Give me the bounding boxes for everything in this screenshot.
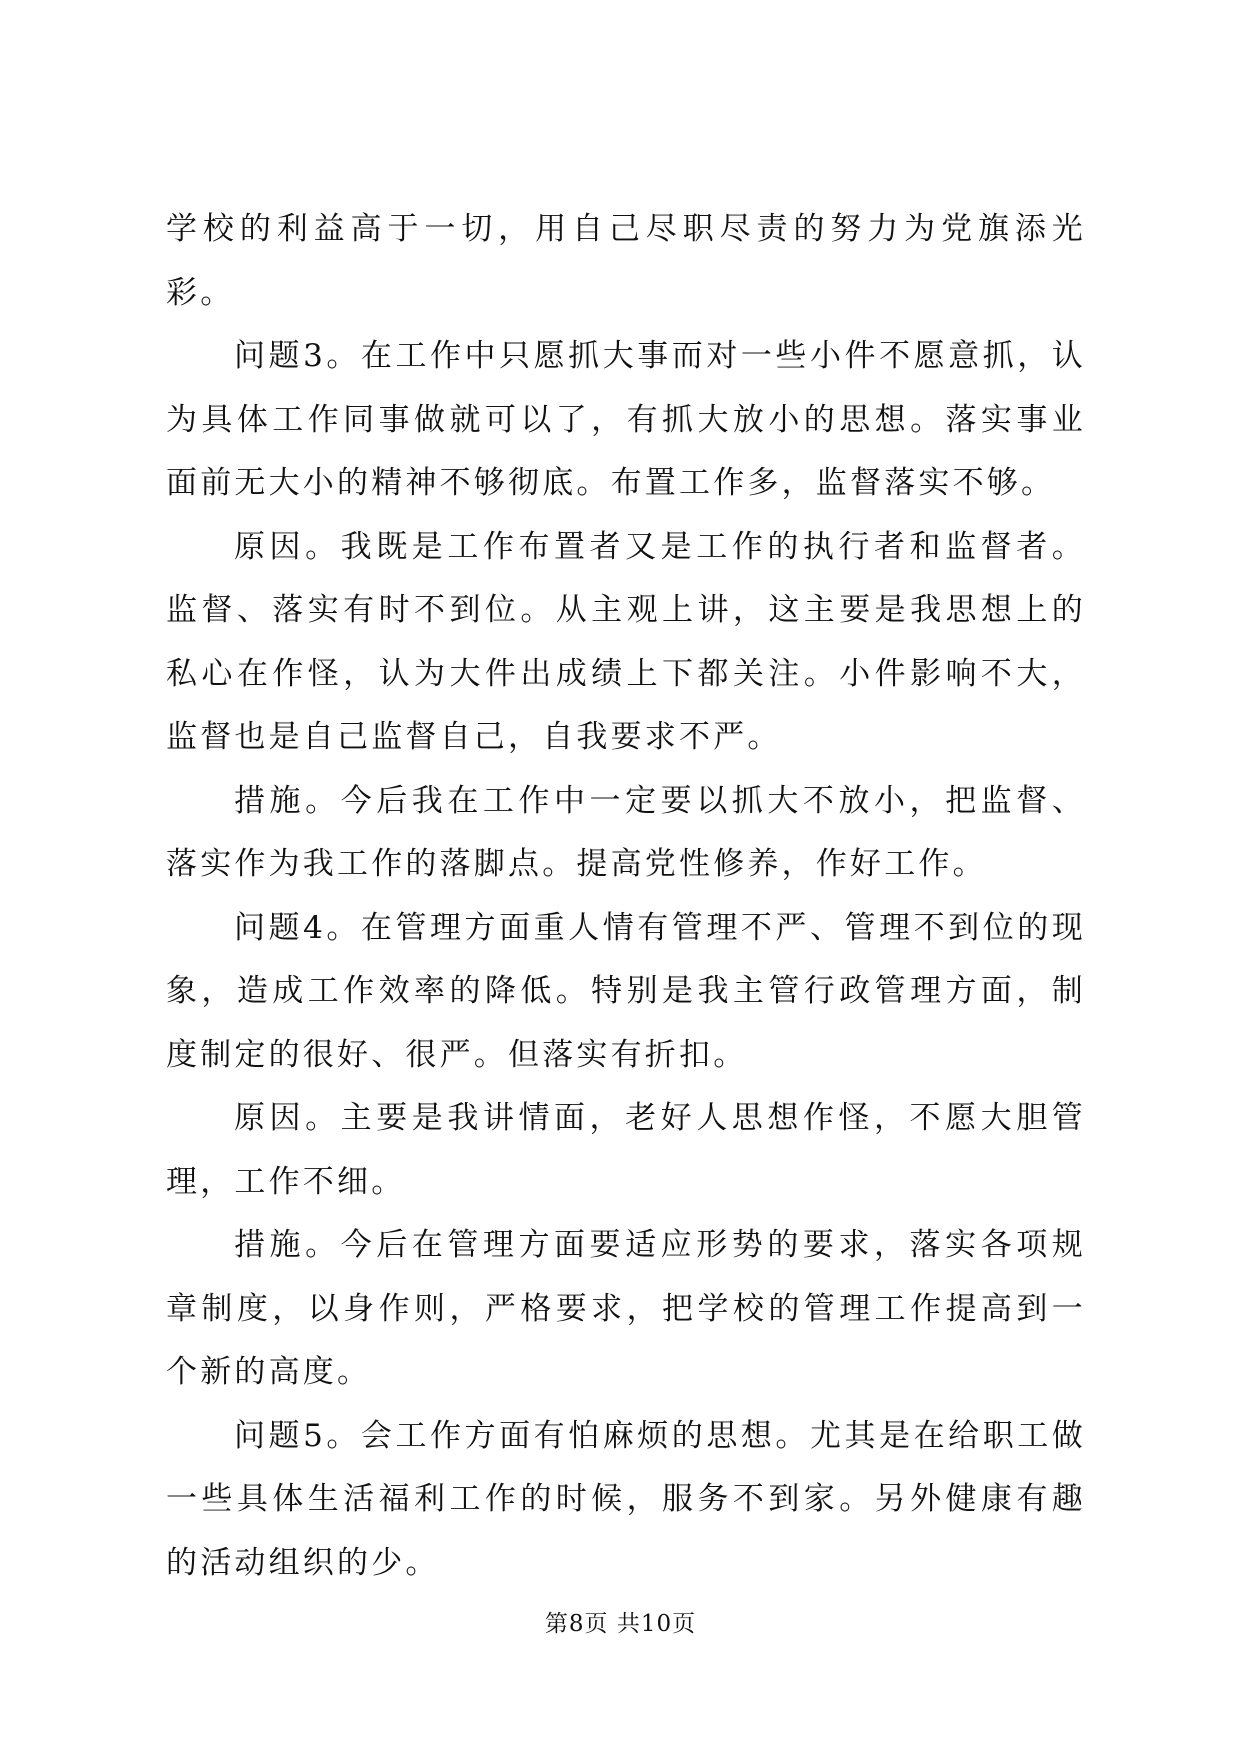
paragraph-cause-4: 原因。主要是我讲情面，老好人思想作怪，不愿大胆管理，工作不细。 [166,1100,1086,1200]
document-body [166,198,1086,1595]
paragraph-cause-3: 原因。我既是工作布置者又是工作的执行者和监督者。监督、落实有时不到位。从主观上讲，这主要是我思想上的私心在作怪，认为大件出成绩上下都关注。小件影响不大，监督也是自己监督自己，自我要求不严。 [166,528,1086,755]
page-number-footer: 第8页 共10页 [544,1611,697,1637]
paragraph-problem-5: 问题5。会工作方面有怕麻烦的思想。尤其是在给职工做一些具体生活福利工作的时候，服务不到家。另外健康有趣的活动组织的少。 [166,1417,1086,1581]
paragraph-measure-4: 措施。今后在管理方面要适应形势的要求，落实各项规章制度，以身作则，严格要求，把学校的管理工作提高到一个新的高度。 [166,1227,1086,1390]
paragraph-continuation: 学校的利益高于一切，用自己尽职尽责的努力为党旗添光彩。 [166,211,1086,311]
paragraph-problem-4: 问题4。在管理方面重人情有管理不严、管理不到位的现象，造成工作效率的降低。特别是我主管行政管理方面，制度制定的很好、很严。但落实有折扣。 [166,909,1086,1073]
paragraph-measure-3: 措施。今后我在工作中一定要以抓大不放小，把监督、落实作为我工作的落脚点。提高党性修养，作好工作。 [166,782,1086,882]
paragraph-problem-3: 问题3。在工作中只愿抓大事而对一些小件不愿意抓，认为具体工作同事做就可以了，有抓大放小的思想。落实事业面前无大小的精神不够彻底。布置工作多，监督落实不够。 [166,338,1086,501]
